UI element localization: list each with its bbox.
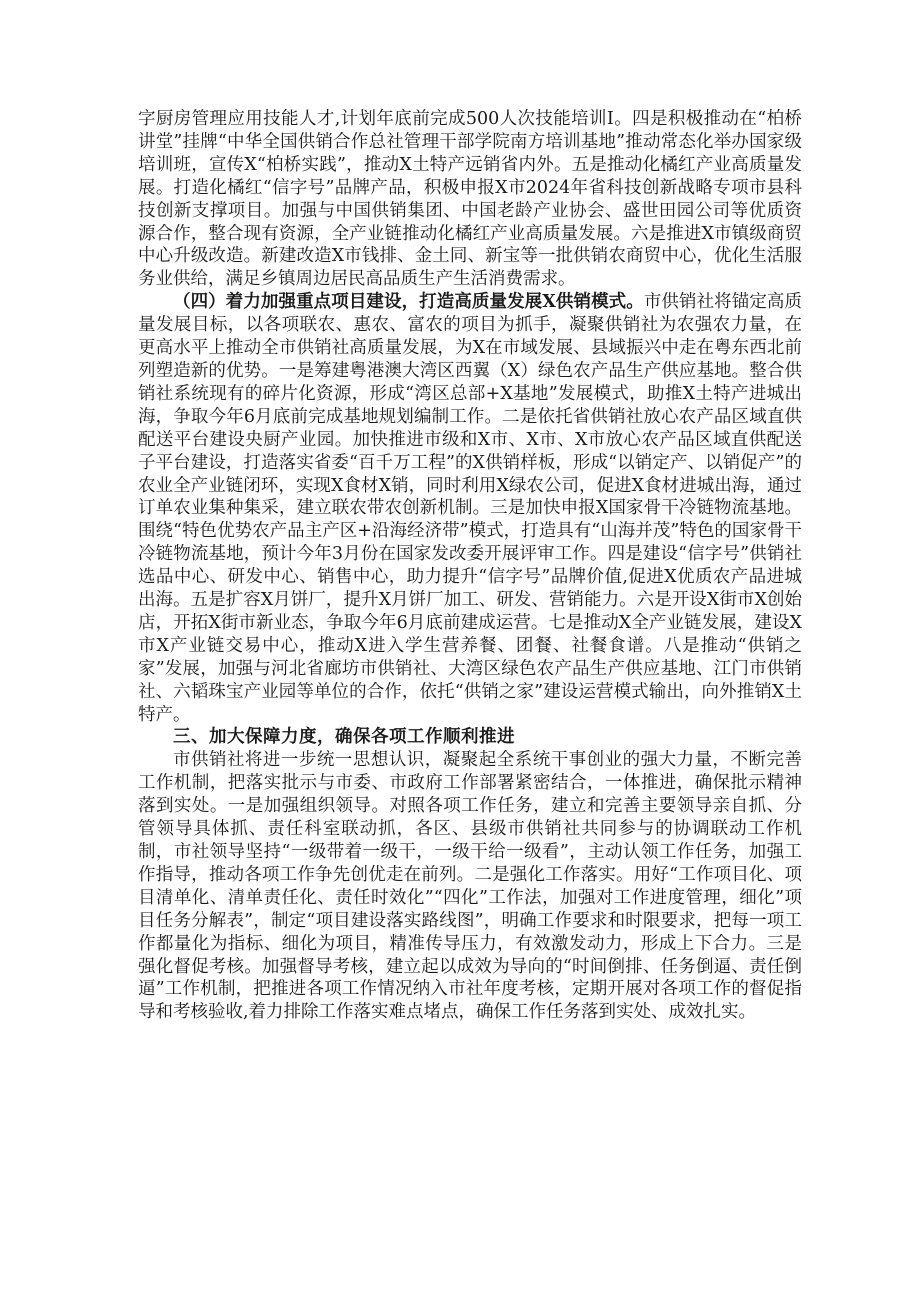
paragraph-section-three: 市供销社将进一步统一思想认识，凝聚起全系统干事创业的强大力量，不断完善工作机制，把落实批示与市委、市政府工作部署紧密结合，一体推进，确保批示精神落到实处。一是加强组织领导。对照各项工作任务，建立和完善主要领导亲自抓、分管领导具体抓、责任科室联动抓，各区、县级市供销社共同参与的协调联动工作机制，市社领导坚持“一级带着一级干，一级干给一级看”，主动认领工作任务，加强工作指导，推动各项工作争先创优走在前列。二是强化工作落实。用好“工作项目化、项目清单化、清单责任化、责任时效化”“四化”工作法，加强对工作进度管理，细化”项目任务分解表”，制定“项目建设落实路线图”，明确工作要求和时限要求，把每一项工作都量化为指标、细化为项目，精准传导压力，有效激发动力，形成上下合力。三是强化督促考核。加强督导考核，建立起以成效为导向的“时间倒排、任务倒逼、责任倒逼”工作机制，把推进各项工作情况纳入市社年度考核，定期开展对各项工作的督促指导和考核验收,着力排除工作落实难点堵点，确保工作任务落到实处、成效扎实。	[138, 750, 802, 1023]
paragraph-section-four	[138, 291, 802, 726]
paragraph-continuation: 字厨房管理应用技能人才,计划年底前完成500人次技能培训I。四是积极推动在“柏桥讲堂”挂牌“中华全国供销合作总社管理干部学院南方培训基地”推动常态化举办国家级培训班，宣传X“柏桥实践”，推动X土特产远销省内外。五是推动化橘红产业高质量发展。打造化橘红“信字号”品牌产品，积极申报X市2024年省科技创新战略专项市县科技创新支撑项目。加强与中国供销集团、中国老龄产业协会、盛世田园公司等优质资源合作，整合现有资源，全产业链推动化橘红产业高质量发展。六是推进X市镇级商贸中心升级改造。新建改造X市钱排、金土同、新宝等一批供销农商贸中心，优化生活服务业供给，满足乡镇周边居民高品质生产生活消费需求。	[138, 109, 802, 290]
document-body	[138, 108, 802, 1024]
section-four-body: 市供销社将锚定高质量发展目标，以各项联农、惠农、富农的项目为抓手，凝聚供销社为农强农力量，在更高水平上推动全市供销社高质量发展，为X在市域发展、县域振兴中走在粤东西北前列塑造新的优势。一是筹建粤港澳大湾区西翼（X）绿色农产品生产供应基地。整合供销社系统现有的碎片化资源，形成“湾区总部+X基地”发展模式，助推X土特产进城出海，争取今年6月底前完成基地规划编制工作。二是依托省供销社放心农产品区域直供配送平台建设央厨产业园。加快推进市级和X市、X市、X市放心农产品区域直供配送子平台建设，打造落实省委“百千万工程”的X供销样板，形成“以销定产、以销促产”的农业全产业链闭环，实现X食材X销，同时利用X绿农公司，促进X食材进城出海，通过订单农业集种集采，建立联农带农创新机制。三是加快申报X国家骨干冷链物流基地。围绕“特色优势农产品主产区+沿海经济带”模式，打造具有“山海并茂”特色的国家骨干冷链物流基地，预计今年3月份在国家发改委开展评审工作。四是建设“信字号”供销社选品中心、研发中心、销售中心，助力提升“信字号”品牌价值,促进X优质农产品进城出海。五是扩容X月饼厂，提升X月饼厂加工、研发、营销能力。六是开设X街市X创始店，开拓X街市新业态，争取今年6月底前建成运营。七是推动X全产业链发展，建设X市X产业链交易中心，推动X进入学生营养餐、团餐、社餐食谱。八是推动“供销之家”发展，加强与河北省廊坊市供销社、大湾区绿色农产品生产供应基地、江门市供销社、六韬珠宝产业园等单位的合作，依托“供销之家”建设运营模式输出，向外推销X土特产。	[138, 292, 803, 725]
section-four-lead: （四）着力加强重点项目建设，打造高质量发展X供销模式。	[173, 292, 644, 313]
section-three-heading: 三、加大保障力度，确保各项工作顺利推进	[173, 727, 515, 748]
